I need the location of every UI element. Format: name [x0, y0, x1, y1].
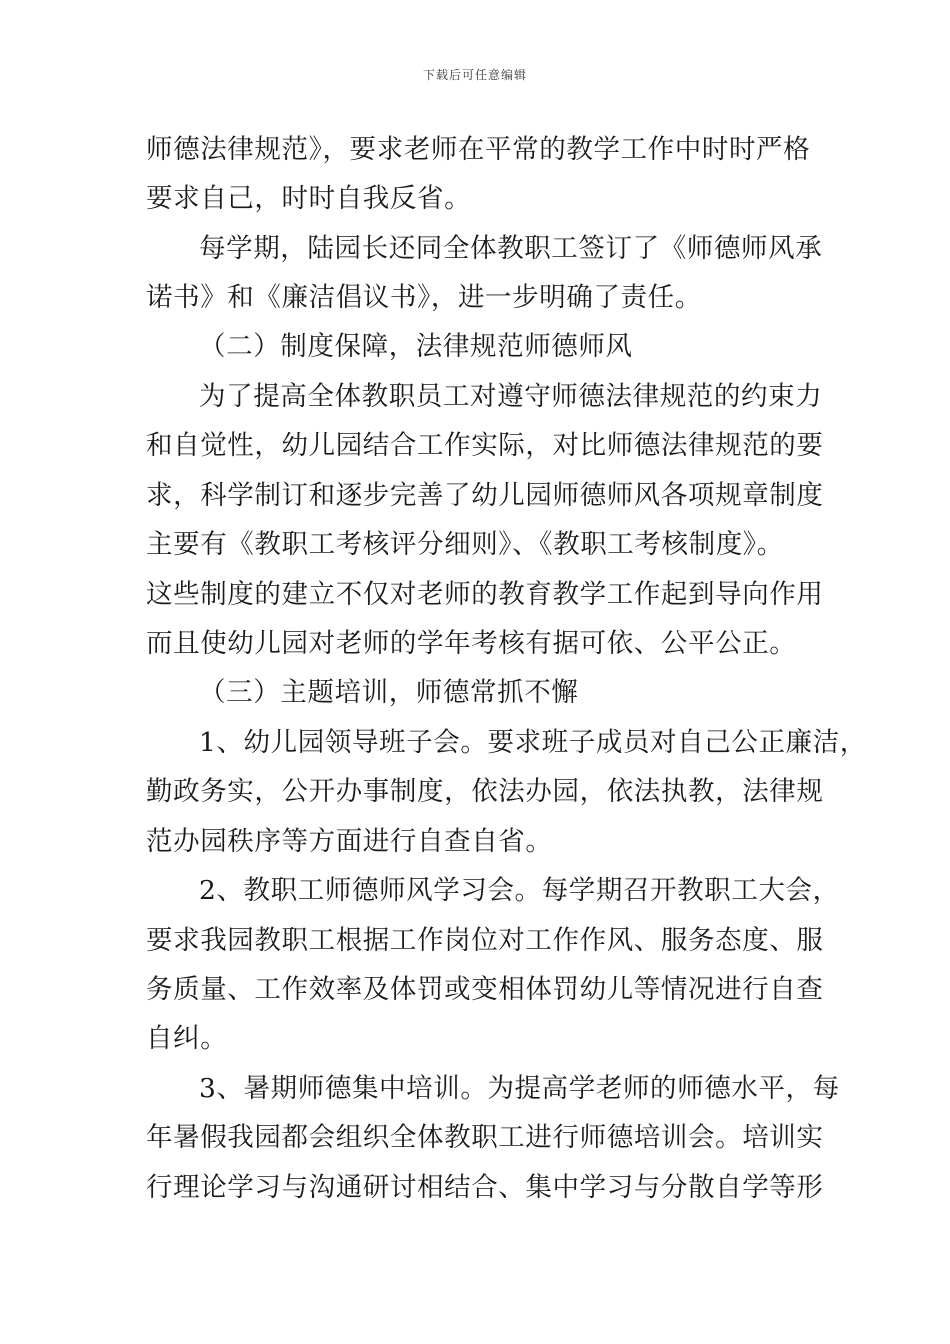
text-line: 师德法律规范》，要求老师在平常的教学工作中时时严格 — [146, 134, 811, 165]
page-header: 下载后可任意编辑 — [422, 68, 527, 82]
text-line: 自纠。 — [146, 1023, 228, 1054]
text-line: 年暑假我园都会组织全体教职工进行师德培训会。培训实 — [146, 1122, 824, 1153]
text-line: 勤政务实，公开办事制度，依法办园，依法执教，法律规 — [146, 776, 824, 807]
text-line: 主要有《教职工考核评分细则》、《教职工考核制度》。 — [146, 529, 784, 560]
text-line: 每学期，陆园长还同全体教职工签订了《师德师风承 — [199, 233, 823, 264]
section-heading: （二）制度保障，法律规范师德师风 — [199, 331, 633, 362]
text-line: 和自觉性，幼儿园结合工作实际，对比师德法律规范的要 — [146, 430, 824, 461]
text-line: 求，科学制订和逐步完善了幼儿园师德师风各项规章制度 — [146, 480, 824, 511]
section-heading: （三）主题培训，师德常抓不懈 — [199, 677, 579, 708]
text-line: 要求自己，时时自我反省。 — [146, 183, 472, 214]
text-line: 诺书》和《廉洁倡议书》，进一步明确了责任。 — [146, 282, 702, 313]
text-line: 2、教职工师德师风学习会。每学期召开教职工大会， — [199, 875, 840, 906]
text-line: 3、暑期师德集中培训。为提高学老师的师德水平，每 — [199, 1073, 840, 1104]
text-line: 要求我园教职工根据工作岗位对工作作风、服务态度、服 — [146, 925, 824, 956]
text-line: 务质量、工作效率及体罚或变相体罚幼儿等情况进行自查 — [146, 974, 824, 1005]
text-line: 为了提高全体教职员工对遵守师德法律规范的约束力 — [199, 381, 823, 412]
text-line: 而且使幼儿园对老师的学年考核有据可依、公平公正。 — [146, 628, 797, 659]
text-line: 行理论学习与沟通研讨相结合、集中学习与分散自学等形 — [146, 1172, 824, 1203]
text-line: 范办园秩序等方面进行自查自省。 — [146, 826, 553, 857]
text-line: 这些制度的建立不仅对老师的教育教学工作起到导向作用 — [146, 579, 824, 610]
text-line: 1、幼儿园领导班子会。要求班子成员对自己公正廉洁， — [199, 727, 867, 758]
